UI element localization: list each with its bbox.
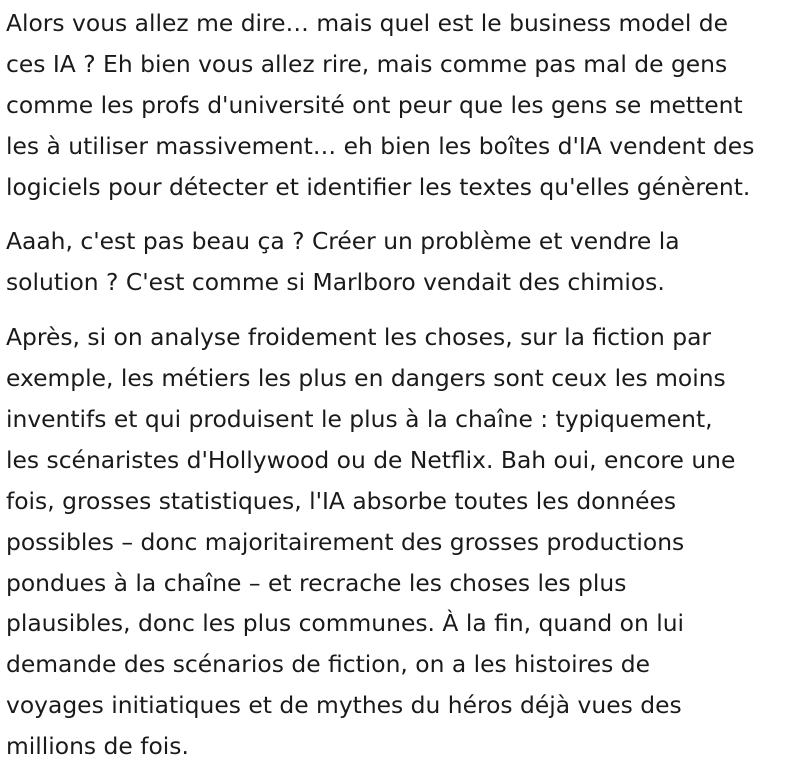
text-line: inventifs et qui produisent le plus à la chaîne : typiquement, xyxy=(6,405,713,434)
text-line: Aaah, c'est pas beau ça ? Créer un problème et vendre la xyxy=(6,227,680,256)
text-line: Après, si on analyse froidement les choses, sur la fiction par xyxy=(6,323,712,352)
text-line: pondues à la chaîne – et recrache les choses les plus xyxy=(6,568,627,597)
paragraph-fiction-analysis xyxy=(6,317,803,767)
text-line: possibles – donc majoritairement des grosses productions xyxy=(6,527,685,556)
text-line: fois, grosses statistiques, l'IA absorbe toutes les données xyxy=(6,486,677,515)
text-line: les scénaristes d'Hollywood ou de Netflix. Bah oui, encore une xyxy=(6,445,736,474)
paragraph-business-model xyxy=(6,3,803,207)
text-line: millions de fois. xyxy=(6,732,189,761)
text-line: Alors vous allez me dire… mais quel est le business model de xyxy=(6,9,728,37)
text-line: plausibles, donc les plus communes. À la fin, quand on lui xyxy=(6,609,685,638)
text-line: voyages initiatiques et de mythes du héros déjà vues des xyxy=(6,691,682,720)
text-line: logiciels pour détecter et identifier les textes qu'elles génèrent. xyxy=(6,172,751,201)
text-line: les à utiliser massivement… eh bien les boîtes d'IA vendent des xyxy=(6,131,755,160)
text-line: demande des scénarios de fiction, on a les histoires de xyxy=(6,650,650,679)
paragraph-problem-solution xyxy=(6,221,803,303)
text-line: comme les profs d'université ont peur que les gens se mettent xyxy=(6,90,743,119)
text-line: exemple, les métiers les plus en dangers sont ceux les moins xyxy=(6,364,726,393)
text-line: ces IA ? Eh bien vous allez rire, mais comme pas mal de gens xyxy=(6,49,728,78)
text-line: solution ? C'est comme si Marlboro vendait des chimios. xyxy=(6,268,665,297)
